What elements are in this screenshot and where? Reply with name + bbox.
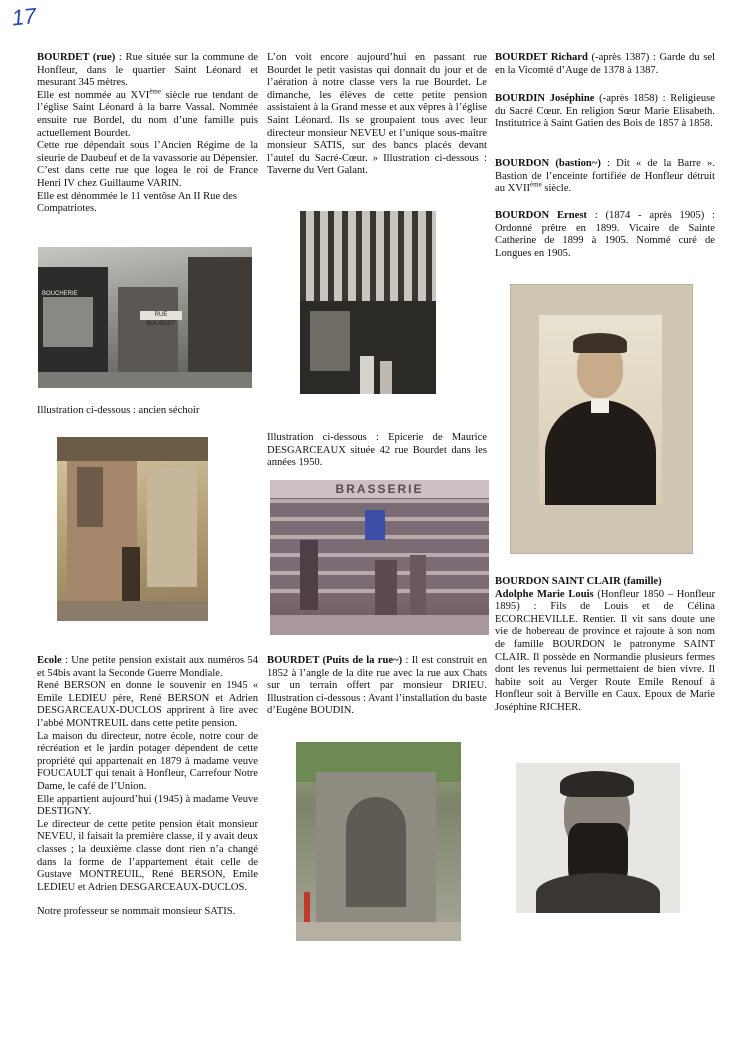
page-number: 17 (10, 3, 38, 31)
photo-portrait-ernest-bourdon (510, 284, 693, 554)
photo-ancien-sechoir (57, 437, 208, 621)
entry-puits: BOURDET (Puits de la rue~) : Il est construit en 1852 à l’angle de la dite rue avec la rue aux Chats sur un terrain offert par monsieur DRIEU. Illustration ci-dessous : Avant l’installation du baste d’Eugène BOUDIN. (267, 655, 487, 717)
entry-ecole-continued: L’on voit encore aujourd’hui en passant rue Bourdet le petit vasistas qui donnait du jour et de l’aération à notre classe vers la rue Bourdet. Le dimanche, les élèves de cette petite pension assistaient à la Grand messe et aux vêpres à l’église Saint Léonard. Ils se groupaient tous avec leur directeur monsieur NEVEU et l’unique sous-maître monsieur SATIS, sur des bancs placés devant l’autel du Sacré-Cœur. » Illustration ci-dessous : Taverne du Vert Galant. (267, 52, 487, 177)
photo-portrait-adolphe-bourdon (516, 763, 680, 913)
photo-epicerie-desgarceaux (270, 480, 489, 635)
entry-title: BOURDET (Puits de la rue~) (267, 655, 403, 666)
entry-bourdin-josephine: BOURDIN Joséphine (-après 1858) : Religieuse du Sacré Cœur. En religion Sœur Marie Elisabeth. Institutrice à Saint Gatien des Bois de 1857 à 1858. (495, 93, 715, 130)
entry-title: BOURDON (bastion~) (495, 158, 601, 169)
entry-bourdet-rue: BOURDET (rue) : Rue située sur la commune de Honfleur, dans le quartier Saint Léonard et mesurant 345 mètres. Elle est nommée au XVIème siècle rue tendant de l’église Saint Léonard à la barre Vassal. Nommée ensuite rue Bordel, du nom d’une famille puis actuellement Bourdet. Cette rue dépendait sous l’Ancien Régime de la sieurie de Daubeuf et de la vavassorie au Dépensier. C’est dans cette rue que logea le roi de France Henri IV chez Guillaume VARIN. Elle est dénommée le 11 ventôse An II Rue des Compatriotes. (37, 52, 259, 215)
photo-puits-rue-bourdet (296, 742, 461, 941)
entry-title: BOURDET Richard (495, 52, 588, 63)
photo-rue-bourdet-street (38, 247, 252, 388)
photo-taverne-vert-galant (300, 211, 436, 394)
entry-title: BOURDON SAINT CLAIR (famille) (495, 576, 662, 587)
entry-bourdon-saint-clair: BOURDON SAINT CLAIR (famille) Adolphe Marie Louis (Honfleur 1850 – Honfleur 1895) : Fils de Louis et de Célina ECORCHEVILLE. Rentier. Il vit sans doute une vie de hobereau de province et rajoute à son nom de famille BOURDON le patronyme SAINT CLAIR. Il possède en Normandie plusieurs fermes dont les revenus lui permettaient de bien vivre. Il habite soit au Verger Route Emile Renouf à Honfleur soit à Berville en Caux. Epoux de Marie Joséphine RICHER. (495, 576, 715, 713)
entry-title: BOURDON Ernest (495, 210, 587, 221)
entry-ecole: Ecole : Une petite pension existait aux numéros 54 et 54bis avant la Seconde Guerre Mondiale. René BERSON en donne le souvenir en 1945 « Emile LEDIEU père, René BERSON et Adrien DESGARCEAUX-DUCLOS apprirent à lire avec l’abbé MONTREUIL dans cette petite pension. La maison du directeur, notre école, notre cour de récréation et le jardin potager dépendent de cette propriété qui appartenait en 1879 à madame veuve FOUCAULT qui tenait à Honfleur, Carrefour Notre Dame, le café de l’Union. Elle appartient aujourd’hui (1945) à madame Veuve DESTIGNY. Le directeur de cette petite pension était monsieur NEVEU, il faisait la première classe, il y avait deux classes ; la deuxième classe dont rien n’a changé dans la forme de l’appartement était celle de Gustave MONTREUIL, René BERSON, Emile LEDIEU et Adrien DESGARCEAUX-DUCLOS. Notre professeur se nommait monsieur SATIS. (37, 655, 258, 918)
photo-sign: RUE BOURDET (140, 311, 182, 320)
caption-sechoir: Illustration ci-dessous : ancien séchoir (37, 405, 200, 416)
entry-title: BOURDIN Joséphine (495, 93, 595, 104)
entry-title: BOURDET (rue) (37, 52, 116, 63)
brasserie-sign: BRASSERIE (270, 480, 489, 498)
photo-sign: BOUCHERIE (42, 291, 78, 297)
entry-bourdon-ernest: BOURDON Ernest : (1874 - après 1905) : Ordonné prêtre en 1899. Vicaire de Sainte Catherine de 1899 à 1905. Nommé curé de Longues en 1905. (495, 210, 715, 259)
entry-bourdet-richard: BOURDET Richard (-après 1387) : Garde du sel en la Vicomté d’Auge de 1378 à 1387. (495, 52, 715, 76)
caption-epicerie: Illustration ci-dessous : Epicerie de Maurice DESGARCEAUX située 42 rue Bourdet dans les années 1950. (267, 432, 487, 469)
entry-title: Ecole (37, 655, 62, 666)
entry-bourdon-bastion: BOURDON (bastion~) : Dit « de la Barre ». Bastion de l’enceinte fortifiée de Honfleur détruit au XVIIème siècle. (495, 158, 715, 195)
entry-subtitle: Adolphe Marie Louis (495, 588, 594, 600)
